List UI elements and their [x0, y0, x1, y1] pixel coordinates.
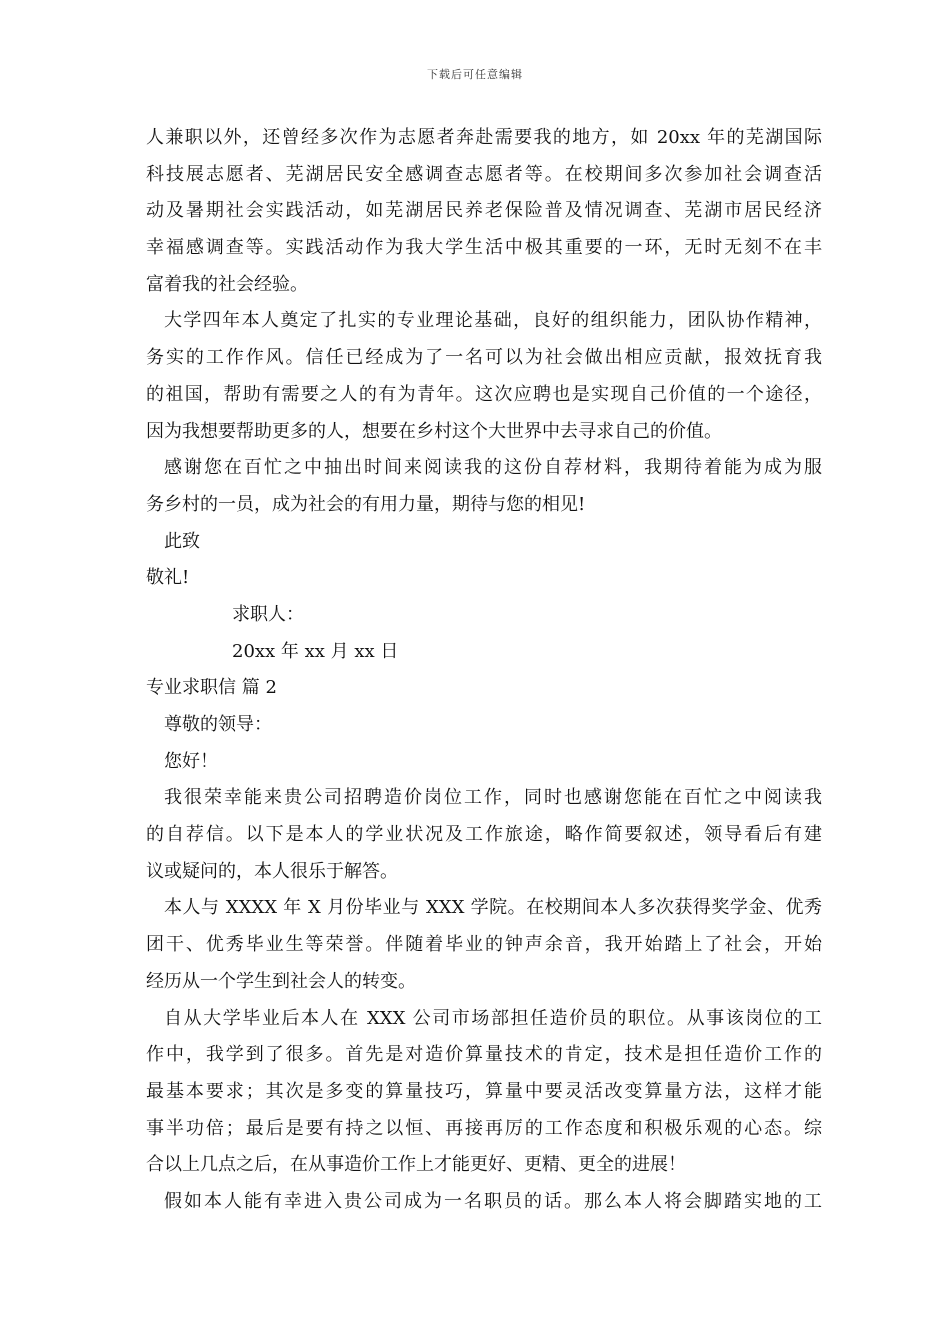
text-line: 人兼职以外，还曾经多次作为志愿者奔赴需要我的地方，如 20xx 年的芜湖国际 [146, 127, 822, 148]
text-line: 大学四年本人奠定了扎实的专业理论基础，良好的组织能力，团队协作精神， [164, 310, 822, 332]
text-line: 自从大学毕业后本人在 XXX 公司市场部担任造价员的职位。从事该岗位的工 [164, 1007, 822, 1029]
greeting-hello: 您好！ [164, 750, 218, 772]
text-line: 团干、优秀毕业生等荣誉。伴随着毕业的钟声余音，我开始踏上了社会，开始 [146, 934, 822, 956]
text-line: 经历从一个学生到社会人的转变。 [146, 970, 416, 992]
closing-salutation: 此致 [164, 530, 200, 552]
text-line: 感谢您在百忙之中抽出时间来阅读我的这份自荐材料，我期待着能为成为服 [164, 457, 822, 479]
text-line: 的自荐信。以下是本人的学业状况及工作旅途，略作简要叙述，领导看后有建 [146, 824, 822, 846]
text-line: 科技展志愿者、芜湖居民安全感调查志愿者等。在校期间多次参加社会调查活 [146, 163, 822, 185]
text-line: 幸福感调查等。实践活动作为我大学生活中极其重要的一环，无时无刻不在丰 [146, 237, 822, 259]
greeting-addressee: 尊敬的领导： [164, 714, 272, 735]
text-line: 假如本人能有幸进入贵公司成为一名职员的话。那么本人将会脚踏实地的工 [164, 1190, 822, 1212]
signature-date: 20xx 年 xx 月 xx 日 [232, 640, 399, 662]
text-line: 因为我想要帮助更多的人，想要在乡村这个大世界中去寻求自己的价值。 [146, 420, 722, 442]
page-header-note: 下载后可任意编辑 [427, 68, 523, 81]
document-body [146, 120, 822, 1221]
closing-regards: 敬礼! [146, 567, 190, 589]
text-line: 的祖国，帮助有需要之人的有为青年。这次应聘也是实现自己价值的一个途径， [146, 383, 822, 405]
text-line: 务实的工作作风。信任已经成为了一名可以为社会做出相应贡献，报效抚育我 [146, 347, 822, 369]
signature-applicant: 求职人： [232, 603, 304, 625]
text-line: 合以上几点之后，在从事造价工作上才能更好、更精、更全的进展！ [146, 1154, 686, 1176]
text-line: 动及暑期社会实践活动，如芜湖居民养老保险普及情况调查、芜湖市居民经济 [146, 200, 822, 222]
text-line: 作中，我学到了很多。首先是对造价算量技术的肯定，技术是担任造价工作的 [146, 1044, 822, 1066]
text-line: 最基本要求；其次是多变的算量技巧，算量中要灵活改变算量方法，这样才能 [146, 1080, 822, 1102]
text-line: 务乡村的一员，成为社会的有用力量，期待与您的相见! [146, 493, 586, 515]
section-title: 专业求职信 篇 2 [146, 677, 277, 699]
text-line: 我很荣幸能来贵公司招聘造价岗位工作，同时也感谢您能在百忙之中阅读我 [164, 787, 822, 809]
text-line: 本人与 XXXX 年 X 月份毕业与 XXX 学院。在校期间本人多次获得奖学金、优秀 [164, 897, 822, 919]
text-line: 议或疑问的，本人很乐于解答。 [146, 860, 398, 882]
text-line: 事半功倍；最后是要有持之以恒、再接再厉的工作态度和积极乐观的心态。综 [146, 1117, 822, 1139]
text-line: 富着我的社会经验。 [146, 273, 308, 295]
